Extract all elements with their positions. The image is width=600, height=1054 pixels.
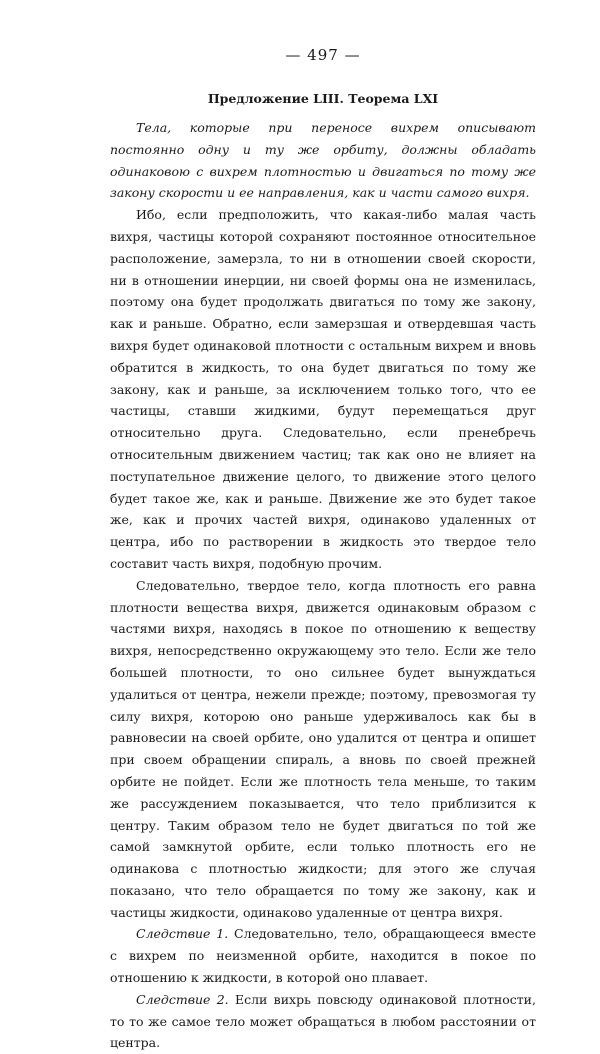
corollary-text: Если вихрь повсюду одинаковой плотности, то то же самое тело может обращаться в любом расстоянии от центра. [110,991,536,1051]
proposition-heading: Предложение LIII. Теорема LXI [207,91,439,106]
corollary-label: Следствие 1. [136,926,229,942]
body-paragraph: Следовательно, твердое тело, когда плотность его равна плотности вещества вихря, движется одинаковым образом с частями вихря, находясь в покое по отношению к веществу вихря, непосредственно окружающему это тело. Если же тело большей плотности, то оно сильнее будет вынуждаться удалиться от центра, нежели прежде; поэтому, превозмогая ту силу вихря, которою оно раньше удерживалось как бы в равновесии на своей орбите, оно удалится от центра и опишет при своем обращении спираль, а вновь по своей прежней орбите не пойдет. Если же плотность тела меньше, то таким же рассуждением показывается, что тело приблизится к центру. Таким образом тело не будет двигаться по той же самой замкнутой орбите, если только плотность его не одинакова с плотностью жидкости; для этого же случая показано, что тело обращается по тому же закону, как и частицы жидкости, одинаково удаленные от центра вихря. [110,577,536,920]
corollary-2 [110,989,536,1054]
corollary-1 [110,923,536,988]
corollary-label: Следствие 2. [136,991,229,1007]
corollary-text: Следовательно, тело, обращающееся вместе с вихрем по неизменной орбите, находится в покое по отношению к жидкости, в которой оно плавает. [110,926,536,986]
page-number: — 497 — [285,46,361,64]
theorem-statement: Тела, которые при переносе вихрем описывают постоянно одну и ту же орбиту, должны обладать одинаковою с вихрем плотностью и двигаться по тому же закону скорости и ее направления, как и части самого вихря. [110,120,536,201]
body-paragraph: Ибо, если предположить, что какая-либо малая часть вихря, частицы которой сохраняют постоянное относительное расположение, замерзла, то ни в отношении своей скорости, ни в отношении инерции, ни своей формы она не изменилась, поэтому она будет продолжать двигаться по тому же закону, как и раньше. Обратно, если замерзшая и отвердевшая часть вихря будет одинаковой плотности с остальным вихрем и вновь обратится в жидкость, то она будет двигаться по тому же закону, как и раньше, за исключением только того, что ее частицы, ставши жидкими, будут перемещаться друг относительно друга. Следовательно, если пренебречь относительным движением частиц; так как оно не влияет на поступательное движение целого, то движение этого целого будет такое же, как и раньше. Движение же это будет такое же, как и прочих частей вихря, одинаково удаленных от центра, ибо по растворении в жидкость это твердое тело составит часть вихря, подобную прочим. [110,207,536,571]
